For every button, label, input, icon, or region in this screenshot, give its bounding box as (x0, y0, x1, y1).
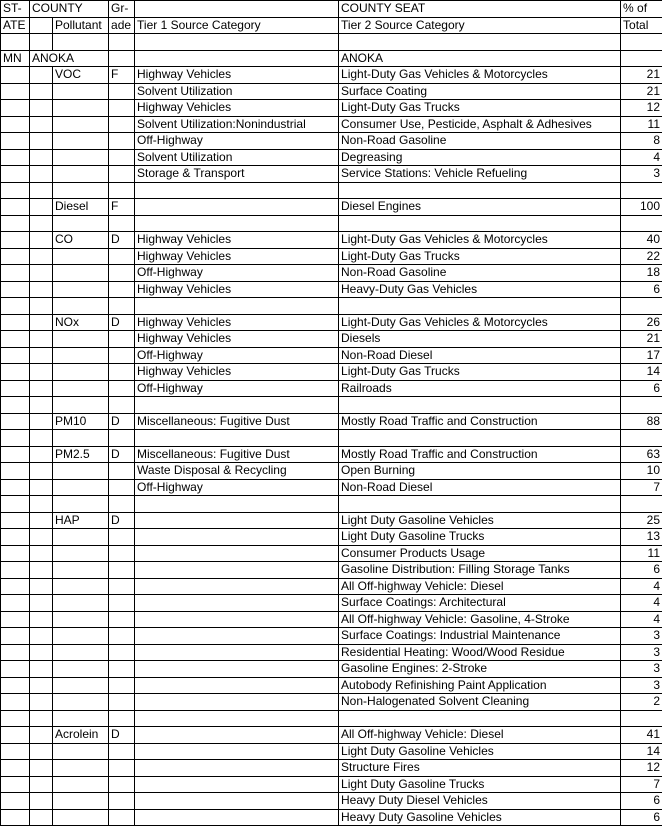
tier2-cell: All Off-highway Vehicle: Diesel (339, 727, 621, 744)
table-row (1, 265, 662, 282)
spacer-row (1, 430, 662, 447)
tier1-cell (135, 644, 339, 661)
percent-cell: 100 (621, 199, 662, 216)
tier1-cell (135, 776, 339, 793)
tier2-cell: Light-Duty Gas Trucks (339, 100, 621, 117)
pollutant-cell: PM10 (53, 413, 109, 430)
tier2-cell: Surface Coating (339, 83, 621, 100)
tier2-cell: Heavy-Duty Gas Vehicles (339, 281, 621, 298)
tier1-cell: Off-Highway (135, 479, 339, 496)
tier2-cell: Surface Coatings: Industrial Maintenance (339, 628, 621, 645)
table-row (1, 694, 662, 711)
header-pollutant: Pollutant (53, 17, 109, 34)
county-seat-cell: ANOKA (339, 50, 621, 67)
tier2-cell: Open Burning (339, 463, 621, 480)
header-percent-total: Total (621, 17, 662, 34)
tier1-cell: Off-Highway (135, 133, 339, 150)
percent-cell: 25 (621, 512, 662, 529)
spacer-row (1, 496, 662, 513)
header-row-1 (1, 1, 662, 18)
tier2-cell: Light-Duty Gas Vehicles & Motorcycles (339, 232, 621, 249)
tier2-cell: Light-Duty Gas Trucks (339, 248, 621, 265)
tier1-cell: Off-Highway (135, 265, 339, 282)
percent-cell: 7 (621, 479, 662, 496)
table-row (1, 446, 662, 463)
table-row (1, 347, 662, 364)
table-row (1, 595, 662, 612)
tier1-cell: Solvent Utilization (135, 83, 339, 100)
tier1-cell (135, 512, 339, 529)
tier1-cell: Miscellaneous: Fugitive Dust (135, 446, 339, 463)
tier1-cell: Waste Disposal & Recycling (135, 463, 339, 480)
tier2-cell: Light-Duty Gas Vehicles & Motorcycles (339, 67, 621, 84)
table-body (1, 1, 662, 826)
tier1-cell: Highway Vehicles (135, 100, 339, 117)
table-row (1, 149, 662, 166)
percent-cell: 3 (621, 166, 662, 183)
tier1-cell (135, 760, 339, 777)
table-row (1, 776, 662, 793)
header-county-seat: COUNTY SEAT (339, 1, 621, 18)
table-row (1, 248, 662, 265)
percent-cell: 4 (621, 149, 662, 166)
tier2-cell: Non-Road Diesel (339, 347, 621, 364)
tier1-cell (135, 628, 339, 645)
table-row (1, 83, 662, 100)
tier1-cell: Highway Vehicles (135, 248, 339, 265)
percent-cell: 88 (621, 413, 662, 430)
percent-cell: 14 (621, 743, 662, 760)
percent-cell: 11 (621, 545, 662, 562)
grade-cell: F (109, 199, 135, 216)
table-row (1, 199, 662, 216)
tier1-cell: Highway Vehicles (135, 281, 339, 298)
tier2-cell: All Off-highway Vehicle: Gasoline, 4-Stroke (339, 611, 621, 628)
tier2-cell: Residential Heating: Wood/Wood Residue (339, 644, 621, 661)
percent-cell: 3 (621, 644, 662, 661)
tier1-cell (135, 727, 339, 744)
tier2-cell: Heavy Duty Gasoline Vehicles (339, 809, 621, 826)
tier1-cell (135, 677, 339, 694)
percent-cell: 12 (621, 760, 662, 777)
spacer-row (1, 397, 662, 414)
percent-cell: 40 (621, 232, 662, 249)
header-row-2 (1, 17, 662, 34)
percent-cell: 41 (621, 727, 662, 744)
tier2-cell: Railroads (339, 380, 621, 397)
percent-cell: 2 (621, 694, 662, 711)
tier1-cell (135, 611, 339, 628)
tier1-cell (135, 545, 339, 562)
table-row (1, 116, 662, 133)
grade-cell: D (109, 727, 135, 744)
location-row (1, 50, 662, 67)
percent-cell: 6 (621, 281, 662, 298)
table-row (1, 545, 662, 562)
tier1-cell (135, 694, 339, 711)
spacer-row (1, 34, 662, 51)
tier2-cell: Diesel Engines (339, 199, 621, 216)
percent-cell: 6 (621, 562, 662, 579)
pollutant-cell: HAP (53, 512, 109, 529)
percent-cell: 13 (621, 529, 662, 546)
header-tier1: Tier 1 Source Category (135, 17, 339, 34)
tier1-cell: Solvent Utilization (135, 149, 339, 166)
tier1-cell: Highway Vehicles (135, 314, 339, 331)
spacer-row (1, 298, 662, 315)
table-row (1, 727, 662, 744)
tier1-cell (135, 562, 339, 579)
tier2-cell: Consumer Use, Pesticide, Asphalt & Adhesives (339, 116, 621, 133)
grade-cell: D (109, 512, 135, 529)
header-grade-bottom: ade (109, 17, 135, 34)
tier2-cell: Structure Fires (339, 760, 621, 777)
percent-cell: 3 (621, 661, 662, 678)
percent-cell: 17 (621, 347, 662, 364)
tier2-cell: Surface Coatings: Architectural (339, 595, 621, 612)
tier2-cell: Degreasing (339, 149, 621, 166)
header-county: COUNTY (30, 1, 109, 18)
tier1-cell (135, 529, 339, 546)
tier1-cell: Off-Highway (135, 380, 339, 397)
table-row (1, 661, 662, 678)
header-state-bottom: ATE (1, 17, 30, 34)
table-row (1, 314, 662, 331)
grade-cell: D (109, 314, 135, 331)
tier1-cell: Off-Highway (135, 347, 339, 364)
percent-cell: 3 (621, 628, 662, 645)
percent-cell: 21 (621, 331, 662, 348)
percent-cell: 63 (621, 446, 662, 463)
tier2-cell: Non-Road Gasoline (339, 265, 621, 282)
table-row (1, 529, 662, 546)
percent-cell: 4 (621, 611, 662, 628)
table-row (1, 578, 662, 595)
header-percent-top: % of (621, 1, 662, 18)
tier1-cell: Highway Vehicles (135, 364, 339, 381)
percent-cell: 7 (621, 776, 662, 793)
table-row (1, 512, 662, 529)
tier2-cell: Mostly Road Traffic and Construction (339, 446, 621, 463)
spacer-row (1, 710, 662, 727)
tier2-cell: Light Duty Gasoline Trucks (339, 776, 621, 793)
tier1-cell (135, 199, 339, 216)
table-row (1, 232, 662, 249)
tier2-cell: Light Duty Gasoline Vehicles (339, 743, 621, 760)
pollutant-cell: Diesel (53, 199, 109, 216)
percent-cell: 14 (621, 364, 662, 381)
tier2-cell: Gasoline Engines: 2-Stroke (339, 661, 621, 678)
pollutant-cell: Acrolein (53, 727, 109, 744)
percent-cell: 4 (621, 595, 662, 612)
tier2-cell: Consumer Products Usage (339, 545, 621, 562)
tier1-cell: Storage & Transport (135, 166, 339, 183)
header-tier1-top (135, 1, 339, 18)
tier1-cell: Highway Vehicles (135, 331, 339, 348)
tier2-cell: Heavy Duty Diesel Vehicles (339, 793, 621, 810)
table-row (1, 809, 662, 826)
tier2-cell: Non-Halogenated Solvent Cleaning (339, 694, 621, 711)
header-blank (30, 17, 53, 34)
percent-cell: 21 (621, 67, 662, 84)
tier2-cell: Mostly Road Traffic and Construction (339, 413, 621, 430)
tier2-cell: Autobody Refinishing Paint Application (339, 677, 621, 694)
tier1-cell: Highway Vehicles (135, 232, 339, 249)
table-row (1, 166, 662, 183)
header-tier2: Tier 2 Source Category (339, 17, 621, 34)
table-row (1, 133, 662, 150)
percent-cell: 6 (621, 809, 662, 826)
tier1-cell (135, 743, 339, 760)
percent-cell: 12 (621, 100, 662, 117)
tier2-cell: Gasoline Distribution: Filling Storage Tanks (339, 562, 621, 579)
table-row (1, 611, 662, 628)
table-row (1, 793, 662, 810)
percent-cell: 18 (621, 265, 662, 282)
tier2-cell: Light Duty Gasoline Vehicles (339, 512, 621, 529)
pollutant-cell: NOx (53, 314, 109, 331)
tier1-cell (135, 578, 339, 595)
table-row (1, 479, 662, 496)
table-row (1, 628, 662, 645)
percent-cell: 3 (621, 677, 662, 694)
table-row (1, 562, 662, 579)
percent-cell: 21 (621, 83, 662, 100)
header-state-top: ST- (1, 1, 30, 18)
tier2-cell: Non-Road Diesel (339, 479, 621, 496)
tier1-cell (135, 809, 339, 826)
table-row (1, 380, 662, 397)
tier1-cell (135, 661, 339, 678)
table-row (1, 100, 662, 117)
table-row (1, 760, 662, 777)
table-row (1, 743, 662, 760)
grade-cell: D (109, 413, 135, 430)
spacer-row (1, 182, 662, 199)
tier1-cell (135, 793, 339, 810)
grade-cell: D (109, 446, 135, 463)
percent-cell: 11 (621, 116, 662, 133)
table-row (1, 281, 662, 298)
pollutant-cell: VOC (53, 67, 109, 84)
county-cell: ANOKA (30, 50, 109, 67)
tier1-cell: Miscellaneous: Fugitive Dust (135, 413, 339, 430)
header-grade-top: Gr- (109, 1, 135, 18)
tier1-cell (135, 595, 339, 612)
grade-cell: F (109, 67, 135, 84)
tier1-cell: Highway Vehicles (135, 67, 339, 84)
percent-cell: 6 (621, 380, 662, 397)
tier2-cell: Light-Duty Gas Vehicles & Motorcycles (339, 314, 621, 331)
spacer-row (1, 215, 662, 232)
pollutant-cell: CO (53, 232, 109, 249)
table-row (1, 677, 662, 694)
table-row (1, 331, 662, 348)
percent-cell: 6 (621, 793, 662, 810)
state-cell: MN (1, 50, 30, 67)
tier2-cell: Light Duty Gasoline Trucks (339, 529, 621, 546)
percent-cell: 26 (621, 314, 662, 331)
table-row (1, 463, 662, 480)
percent-cell: 10 (621, 463, 662, 480)
tier2-cell: All Off-highway Vehicle: Diesel (339, 578, 621, 595)
percent-cell: 4 (621, 578, 662, 595)
tier2-cell: Light-Duty Gas Trucks (339, 364, 621, 381)
table-row (1, 644, 662, 661)
tier2-cell: Non-Road Gasoline (339, 133, 621, 150)
table-row (1, 364, 662, 381)
tier1-cell: Solvent Utilization:Nonindustrial (135, 116, 339, 133)
grade-cell: D (109, 232, 135, 249)
tier2-cell: Diesels (339, 331, 621, 348)
pollutant-cell: PM2.5 (53, 446, 109, 463)
percent-cell: 22 (621, 248, 662, 265)
table-row (1, 67, 662, 84)
percent-cell: 8 (621, 133, 662, 150)
tier2-cell: Service Stations: Vehicle Refueling (339, 166, 621, 183)
table-row (1, 413, 662, 430)
